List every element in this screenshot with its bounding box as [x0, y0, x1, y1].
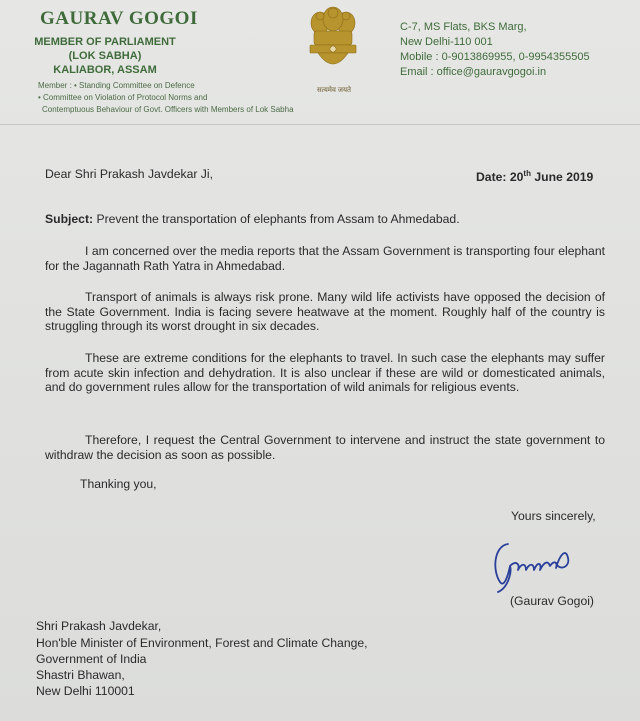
paragraph-3: These are extreme conditions for the elephants to travel. In such case the elephants may suffer from acute skin infection and dehydration. It is also unclear if these are wild or domesticated animals, and do government rules allow for the transportation of wild animals for religious events.: [45, 351, 605, 395]
mobile-numbers: Mobile : 0-9013869955, 0-9954355505: [400, 51, 590, 63]
paragraph-2: Transport of animals is always risk prone. Many wild life activists have opposed the decision of the State Government. India is facing severe heatwave at the moment. Roughly half of the country is struggling through its worst drought in six decades.: [45, 290, 605, 334]
paragraph-1: I am concerned over the media reports that the Assam Government is transporting four elephant for the Jagannath Rath Yatra in Ahmedabad.: [45, 244, 605, 273]
recipient-line-5: New Delhi 110001: [36, 684, 135, 698]
letterhead-name: GAURAV GOGOI: [40, 8, 198, 29]
thanking-line: Thanking you,: [80, 477, 157, 491]
committee-line-1: Member : • Standing Committee on Defence: [38, 81, 195, 90]
letterhead-constituency: KALIABOR, ASSAM: [53, 64, 157, 76]
subject-line: Subject: Prevent the transportation of elephants from Assam to Ahmedabad.: [45, 212, 460, 226]
salutation: Dear Shri Prakash Javdekar Ji,: [45, 167, 213, 181]
paragraph-4: Therefore, I request the Central Government to intervene and instruct the state government to withdraw the decision as soon as possible.: [45, 433, 605, 462]
committee-line-3: Contemptuous Behaviour of Govt. Officers with Members of Lok Sabha: [42, 105, 294, 114]
recipient-line-2: Hon'ble Minister of Environment, Forest and Climate Change,: [36, 636, 368, 650]
address-line-2: New Delhi-110 001: [400, 36, 493, 48]
signature-icon: [486, 530, 586, 594]
committee-line-2: • Committee on Violation of Protocol Norms and: [38, 93, 208, 102]
letter-date: Date: 20th June 2019: [476, 168, 594, 184]
ashoka-lion-capital-icon: [300, 5, 366, 85]
letterhead-divider: [0, 124, 640, 125]
signatory-name: (Gaurav Gogoi): [510, 594, 594, 608]
handwritten-signature: [486, 530, 586, 594]
recipient-line-4: Shastri Bhawan,: [36, 668, 125, 682]
national-emblem: [300, 5, 366, 85]
emblem-caption: सत्यमेव जयते: [316, 87, 352, 94]
letterhead-role: MEMBER OF PARLIAMENT: [34, 36, 176, 48]
closing-phrase: Yours sincerely,: [511, 509, 596, 523]
address-line-1: C-7, MS Flats, BKS Marg,: [400, 21, 527, 33]
letterhead-house: (LOK SABHA): [68, 50, 142, 62]
email-address: Email : office@gauravgogoi.in: [400, 66, 547, 78]
recipient-line-1: Shri Prakash Javdekar,: [36, 619, 162, 633]
recipient-line-3: Government of India: [36, 652, 147, 666]
